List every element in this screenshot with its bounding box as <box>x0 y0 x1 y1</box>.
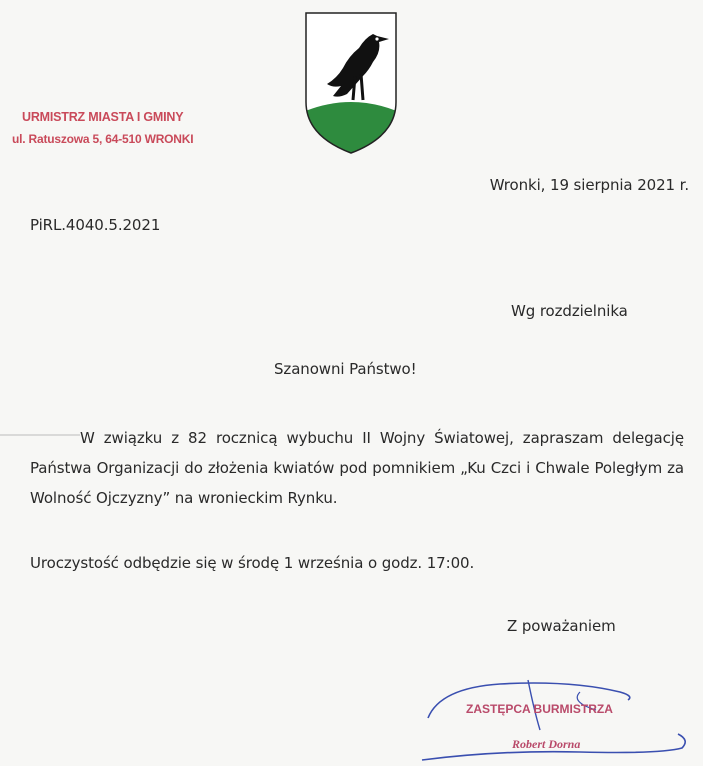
salutation: Szanowni Państwo! <box>274 360 417 378</box>
office-stamp-name: URMISTRZ MIASTA I GMINY <box>22 110 184 124</box>
recipients-line: Wg rozdzielnika <box>511 302 628 320</box>
event-details: Uroczystość odbędzie się w środę 1 września o godz. 17:00. <box>30 554 475 572</box>
reference-number: PiRL.4040.5.2021 <box>30 216 161 234</box>
signatory-title-stamp: ZASTĘPCA BURMISTRZA <box>466 702 613 716</box>
place-and-date: Wronki, 19 sierpnia 2021 r. <box>489 176 689 194</box>
signatory-name-stamp: Robert Dorna <box>512 737 581 751</box>
letter-body-text: W związku z 82 rocznicą wybuchu II Wojny Światowej, zapraszam delegację Państwa Organizacji do złożenia kwiatów pod pomnikiem „Ku Czci i Chwale Poległym za Wolność Ojczyzny” na wronieckim Rynku. <box>30 429 684 507</box>
office-stamp-address: ul. Ratuszowa 5, 64-510 WRONKI <box>12 132 194 146</box>
closing-phrase: Z poważaniem <box>507 617 616 635</box>
letter-body-paragraph <box>30 423 684 513</box>
coat-of-arms-raven-icon <box>303 10 399 156</box>
